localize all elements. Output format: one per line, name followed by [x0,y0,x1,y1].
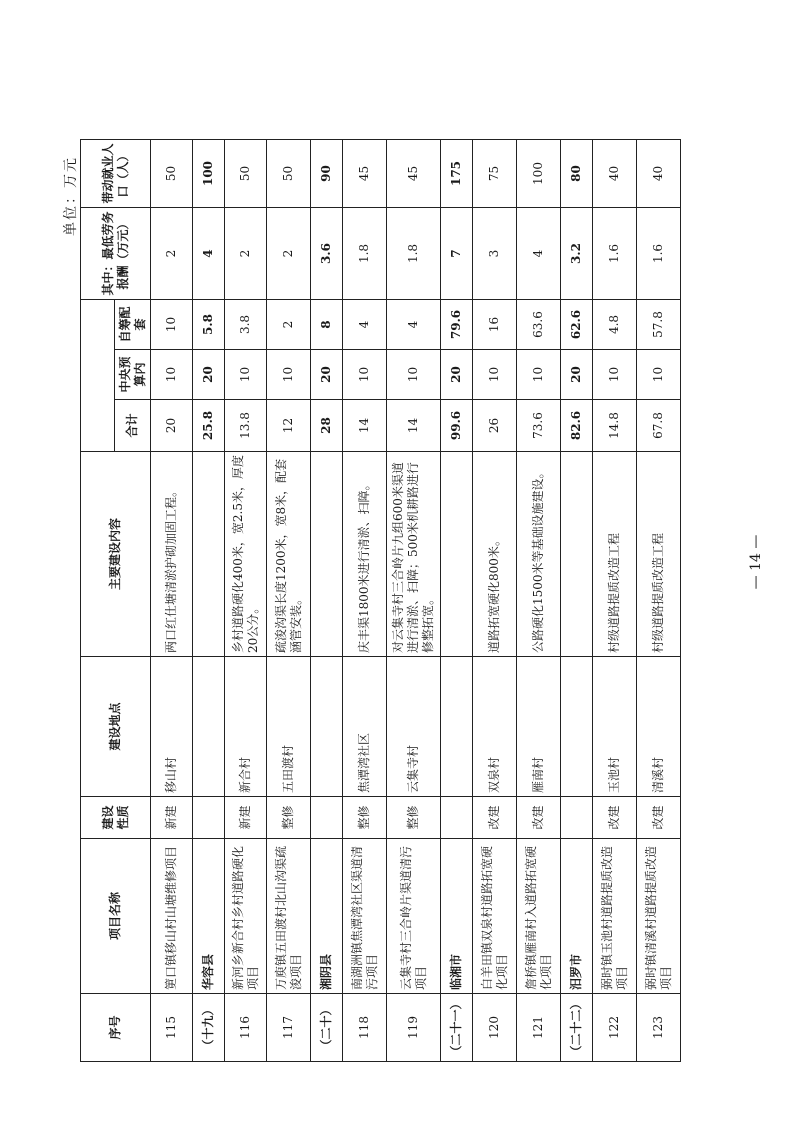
header-seq: 序号 [81,994,151,1062]
project-name-cell: 华容县 [193,839,225,994]
central-cell: 10 [151,350,193,400]
central-cell: 10 [267,350,311,400]
content-cell [193,452,225,657]
total-cell: 14 [343,400,387,452]
group-row [561,140,593,1062]
header-content: 主要建设内容 [81,452,151,657]
jobs-cell: 40 [637,140,681,208]
table-row [151,140,193,1062]
labor-cell: 4 [193,208,225,300]
content-cell: 庆丰渠1800米进行清淤、扫障。 [343,452,387,657]
location-cell [561,657,593,797]
total-cell: 20 [151,400,193,452]
jobs-cell: 50 [151,140,193,208]
group-row [193,140,225,1062]
central-cell: 10 [343,350,387,400]
total-cell: 99.6 [441,400,473,452]
jobs-cell: 45 [387,140,441,208]
location-cell: 五田渡村 [267,657,311,797]
project-name-cell: 南湖洲镇焦潭湾社区渠道清污项目 [343,839,387,994]
header-funds-group [81,300,115,452]
group-row [441,140,473,1062]
total-cell: 67.8 [637,400,681,452]
project-name-cell: 弼时镇玉池村道路提质改造项目 [593,839,637,994]
self-cell: 4 [343,300,387,350]
self-cell: 57.8 [637,300,681,350]
location-cell [193,657,225,797]
location-cell: 新合村 [225,657,267,797]
central-cell: 20 [441,350,473,400]
self-cell: 10 [151,300,193,350]
content-cell: 对云集寺村三合岭片九组600米渠道进行清淤、扫障；500米机耕路进行修整拓宽。 [387,452,441,657]
table-row [637,140,681,1062]
header-location: 建设地点 [81,657,151,797]
labor-cell: 2 [151,208,193,300]
seq-cell: （二十一） [441,994,473,1062]
seq-cell: 121 [517,994,561,1062]
jobs-cell: 90 [311,140,343,208]
labor-cell: 1.8 [387,208,441,300]
nature-cell: 改建 [637,797,681,839]
project-name-cell: 临湘市 [441,839,473,994]
seq-cell: 120 [473,994,517,1062]
labor-cell: 7 [441,208,473,300]
jobs-cell: 75 [473,140,517,208]
labor-cell: 3.6 [311,208,343,300]
nature-cell: 新建 [151,797,193,839]
content-cell [561,452,593,657]
self-cell: 2 [267,300,311,350]
header-total: 合计 [115,400,151,452]
project-name-cell: 詹桥镇雁南村入道路拓宽硬化项目 [517,839,561,994]
total-cell: 82.6 [561,400,593,452]
labor-cell: 2 [225,208,267,300]
seq-cell: 122 [593,994,637,1062]
jobs-cell: 100 [517,140,561,208]
central-cell: 10 [517,350,561,400]
content-cell: 道路拓宽硬化800米。 [473,452,517,657]
content-cell [441,452,473,657]
seq-cell: （二十二） [561,994,593,1062]
table-row [517,140,561,1062]
project-name-cell: 白羊田镇双泉村道路拓宽硬化项目 [473,839,517,994]
group-row [311,140,343,1062]
header-self: 自筹配套 [115,300,151,350]
content-cell: 村级道路提质改造工程 [593,452,637,657]
content-cell: 乡村道路硬化400米，宽2.5米，厚度20公分。 [225,452,267,657]
seq-cell: （二十） [311,994,343,1062]
content-cell: 村级道路提质改造工程 [637,452,681,657]
jobs-cell: 80 [561,140,593,208]
self-cell: 16 [473,300,517,350]
content-cell: 疏浚沟渠长度1200米，宽8米，配套涵管安装。 [267,452,311,657]
header-central: 中央预算内 [115,350,151,400]
labor-cell: 1.6 [637,208,681,300]
seq-cell: 123 [637,994,681,1062]
nature-cell [561,797,593,839]
project-table [80,139,681,1062]
nature-cell: 改建 [473,797,517,839]
labor-cell: 4 [517,208,561,300]
seq-cell: （十九） [193,994,225,1062]
self-cell: 79.6 [441,300,473,350]
table-body [151,140,681,1062]
central-cell: 10 [473,350,517,400]
project-name-cell: 万庾镇五田渡村北山沟渠疏浚项目 [267,839,311,994]
total-cell: 28 [311,400,343,452]
table-row [225,140,267,1062]
jobs-cell: 50 [267,140,311,208]
labor-cell: 1.6 [593,208,637,300]
total-cell: 73.6 [517,400,561,452]
central-cell: 10 [387,350,441,400]
central-cell: 20 [561,350,593,400]
location-cell: 清溪村 [637,657,681,797]
location-cell: 双泉村 [473,657,517,797]
self-cell: 3.8 [225,300,267,350]
total-cell: 13.8 [225,400,267,452]
jobs-cell: 50 [225,140,267,208]
self-cell: 4.8 [593,300,637,350]
nature-cell: 整修 [343,797,387,839]
page-number: — 14 — [748,534,764,590]
content-cell: 两口红仕塘清淤护砌加固工程。 [151,452,193,657]
nature-cell: 改建 [593,797,637,839]
seq-cell: 119 [387,994,441,1062]
jobs-cell: 100 [193,140,225,208]
seq-cell: 116 [225,994,267,1062]
content-cell: 公路硬化1500米等基础设施建设。 [517,452,561,657]
nature-cell: 新建 [225,797,267,839]
self-cell: 4 [387,300,441,350]
total-cell: 14 [387,400,441,452]
total-cell: 12 [267,400,311,452]
nature-cell [193,797,225,839]
seq-cell: 117 [267,994,311,1062]
central-cell: 10 [637,350,681,400]
labor-cell: 2 [267,208,311,300]
table-row [267,140,311,1062]
location-cell: 焦潭湾社区 [343,657,387,797]
header-labor: 其中：最低劳务报酬（万元） [81,208,151,300]
header-name: 项目名称 [81,839,151,994]
nature-cell [311,797,343,839]
central-cell: 10 [225,350,267,400]
location-cell [441,657,473,797]
project-name-cell: 汨罗市 [561,839,593,994]
project-name-cell: 云集寺村三合岭片渠道清污项目 [387,839,441,994]
nature-cell: 整修 [267,797,311,839]
header-nature: 建设性质 [81,797,151,839]
location-cell [311,657,343,797]
total-cell: 14.8 [593,400,637,452]
project-name-cell: 新河乡新合村乡村道路硬化项目 [225,839,267,994]
self-cell: 8 [311,300,343,350]
seq-cell: 115 [151,994,193,1062]
jobs-cell: 175 [441,140,473,208]
location-cell: 玉池村 [593,657,637,797]
table-row [473,140,517,1062]
nature-cell: 改建 [517,797,561,839]
self-cell: 5.8 [193,300,225,350]
self-cell: 63.6 [517,300,561,350]
table-row [387,140,441,1062]
labor-cell: 3 [473,208,517,300]
central-cell: 10 [593,350,637,400]
unit-label: 单位：万元 [63,156,79,236]
jobs-cell: 45 [343,140,387,208]
nature-cell [441,797,473,839]
central-cell: 20 [193,350,225,400]
labor-cell: 3.2 [561,208,593,300]
project-name-cell: 弼时镇清溪村道路提质改造项目 [637,839,681,994]
jobs-cell: 40 [593,140,637,208]
location-cell: 云集寺村 [387,657,441,797]
nature-cell: 整修 [387,797,441,839]
table-row [343,140,387,1062]
header-jobs: 带动就业人口（人） [81,140,151,208]
table-row [593,140,637,1062]
project-name-cell: 湘阴县 [311,839,343,994]
total-cell: 25.8 [193,400,225,452]
content-cell [311,452,343,657]
project-name-cell: 筻口镇移山村山塘维修项目 [151,839,193,994]
location-cell: 移山村 [151,657,193,797]
seq-cell: 118 [343,994,387,1062]
central-cell: 20 [311,350,343,400]
location-cell: 雁南村 [517,657,561,797]
labor-cell: 1.8 [343,208,387,300]
self-cell: 62.6 [561,300,593,350]
total-cell: 26 [473,400,517,452]
